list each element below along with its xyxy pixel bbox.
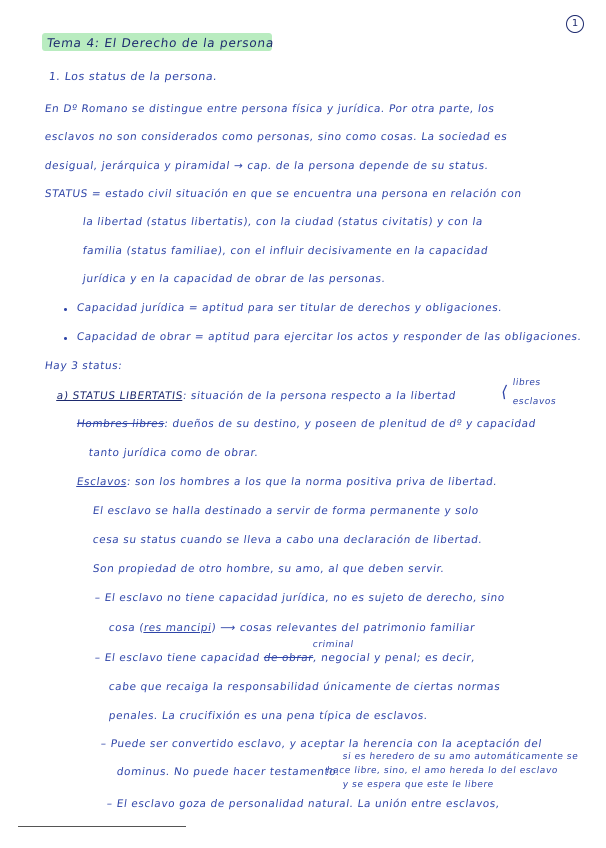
brace-icon: ⟨ (500, 382, 510, 401)
text-line: STATUS = estado civil situación en que se encuentra una persona en relación con (44, 188, 523, 200)
section-heading: 1. Los status de la persona. (48, 70, 219, 83)
text-line: hace libre, sino, el amo hereda lo del esclavo (326, 766, 559, 776)
text-line (76, 476, 498, 488)
page-footer-rule (18, 826, 186, 827)
page-number: 1 (566, 15, 584, 33)
text-fragment: cosa ( (108, 622, 145, 634)
hombres-libres-label: Hombres libres (76, 418, 166, 430)
brace-label-top: libres (512, 378, 542, 388)
subheading-rest: : situación de la persona respecto a la libertad (182, 390, 457, 402)
inserted-word: criminal (312, 640, 355, 650)
text-line: si es heredero de su amo automáticamente se (342, 752, 579, 762)
text-line: tanto jurídica como de obrar. (88, 447, 260, 459)
text-line: familia (status familiae), con el influir decisivamente en la capacidad (82, 245, 489, 257)
dash-item: – Puede ser convertido esclavo, y aceptar la herencia con la aceptación del (100, 738, 543, 750)
status-libertatis-label: a) STATUS LIBERTATIS (56, 390, 184, 402)
text-line: En Dº Romano se distingue entre persona física y jurídica. Por otra parte, los (44, 103, 496, 115)
subheading (56, 390, 457, 402)
bullet-icon (64, 308, 67, 311)
page-title: Tema 4: El Derecho de la persona (46, 36, 276, 50)
esclavos-label: Esclavos (76, 476, 128, 488)
text-line: Hay 3 status: (44, 360, 124, 372)
text-line: cesa su status cuando se lleva a cabo una declaración de libertad. (92, 534, 484, 546)
text-line: cabe que recaiga la responsabilidad únicamente de ciertas normas (108, 681, 502, 693)
text-fragment: – El esclavo tiene capacidad (94, 652, 261, 664)
dash-item: – El esclavo no tiene capacidad jurídica, no es sujeto de derecho, sino (94, 592, 506, 604)
text-line: penales. La crucifixión es una pena típica de esclavos. (108, 710, 429, 722)
text-line: la libertad (status libertatis), con la ciudad (status civitatis) y con la (82, 216, 484, 228)
text-line: El esclavo se halla destinado a servir de forma permanente y solo (92, 505, 480, 517)
bullet-item: Capacidad jurídica = aptitud para ser titular de derechos y obligaciones. (76, 302, 504, 314)
text-line (76, 418, 537, 430)
text-line: Son propiedad de otro hombre, su amo, al que deben servir. (92, 563, 446, 575)
res-mancipi-label: res mancipi (143, 622, 213, 634)
text-fragment: : son los hombres a los que la norma positiva priva de libertad. (126, 476, 499, 488)
text-line: desigual, jerárquica y piramidal → cap. de la persona depende de su status. (44, 160, 490, 172)
text-fragment: , negocial y penal; es decir, (312, 652, 477, 664)
text-line: dominus. No puede hacer testamento. (116, 766, 341, 778)
struck-text: de obrar (262, 652, 315, 664)
text-line: esclavos no son considerados como personas, sino como cosas. La sociedad es (44, 131, 509, 143)
text-line (108, 622, 476, 634)
text-fragment: : dueños de su destino, y poseen de plenitud de dº y capacidad (163, 418, 537, 430)
bullet-item: Capacidad de obrar = aptitud para ejercitar los actos y responder de las obligaciones. (76, 331, 583, 343)
text-line: jurídica y en la capacidad de obrar de las personas. (82, 273, 387, 285)
dash-item (94, 652, 476, 664)
brace-label-bottom: esclavos (512, 397, 557, 407)
text-fragment: ) ⟶ cosas relevantes del patrimonio familiar (210, 622, 476, 634)
bullet-icon (64, 337, 67, 340)
text-line: y se espera que este le libere (342, 780, 495, 790)
dash-item: – El esclavo goza de personalidad natural. La unión entre esclavos, (106, 798, 501, 810)
